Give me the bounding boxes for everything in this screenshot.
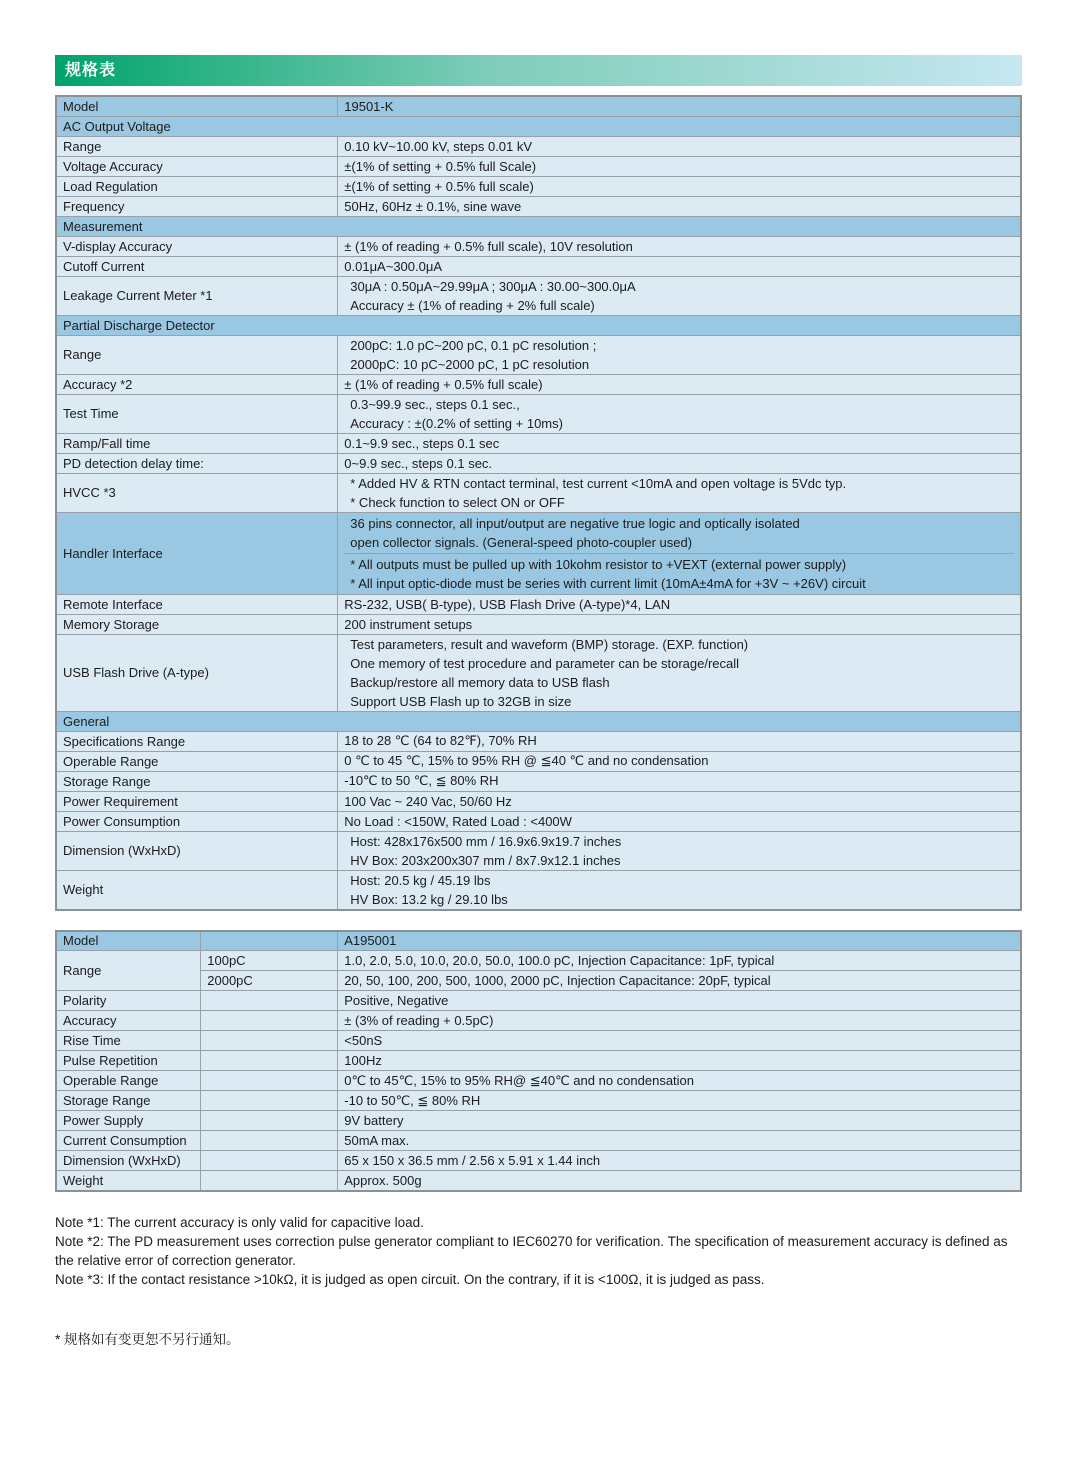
- spec-value: 0℃ to 45℃, 15% to 95% RH@ ≦40℃ and no condensation: [338, 1071, 1021, 1091]
- range-sub-label: 2000pC: [201, 971, 338, 991]
- spec-row: [56, 176, 1021, 196]
- value-line: * Check function to select ON or OFF: [350, 494, 565, 510]
- spec-label: Weight: [56, 1171, 201, 1191]
- spec-table-19501k: [55, 95, 1022, 911]
- spec-row: [56, 791, 1021, 811]
- spec-label: Ramp/Fall time: [56, 433, 338, 453]
- spec-value: ± (1% of reading + 0.5% full scale), 10V resolution: [338, 236, 1021, 256]
- spec-row: [56, 751, 1021, 771]
- spec-row: [56, 1091, 1021, 1111]
- model-label: Model: [56, 96, 338, 116]
- empty-cell: [201, 1031, 338, 1051]
- empty-cell: [201, 1131, 338, 1151]
- spec-row: [56, 771, 1021, 791]
- spec-value: 9V battery: [338, 1111, 1021, 1131]
- value-line: 30μA : 0.50μA~29.99μA ; 300μA : 30.00~300.0μA: [350, 278, 636, 294]
- spec-label: Accuracy: [56, 1011, 201, 1031]
- value-line: * All outputs must be pulled up with 10kohm resistor to +VEXT (external power supply): [350, 556, 847, 572]
- spec-label: Operable Range: [56, 751, 338, 771]
- page-title: 规格表: [65, 62, 117, 79]
- spec-value: 50Hz, 60Hz ± 0.1%, sine wave: [338, 196, 1021, 216]
- spec-label: Range: [56, 335, 338, 374]
- spec-row: [56, 594, 1021, 614]
- spec-label: Accuracy *2: [56, 374, 338, 394]
- spec-row: [56, 870, 1021, 910]
- empty-cell: [201, 1051, 338, 1071]
- spec-row: [56, 276, 1021, 315]
- spec-value: 65 x 150 x 36.5 mm / 2.56 x 5.91 x 1.44 inch: [338, 1151, 1021, 1171]
- spec-row: [56, 453, 1021, 473]
- spec-value: [338, 870, 1021, 910]
- spec-label: Voltage Accuracy: [56, 156, 338, 176]
- spec-label: Storage Range: [56, 771, 338, 791]
- spec-row: [56, 374, 1021, 394]
- row-handler-interface: [56, 512, 1021, 594]
- section-header-label: Partial Discharge Detector: [56, 315, 1021, 335]
- spec-table-a195001: [55, 930, 1022, 1192]
- spec-row: [56, 473, 1021, 512]
- empty-cell: [201, 1111, 338, 1131]
- spec-label: Range: [56, 951, 201, 991]
- range-sub-label: 100pC: [201, 951, 338, 971]
- spec-value: ± (3% of reading + 0.5pC): [338, 1011, 1021, 1031]
- section-header-label: AC Output Voltage: [56, 116, 1021, 136]
- spec-label: V-display Accuracy: [56, 236, 338, 256]
- spec-value: Approx. 500g: [338, 1171, 1021, 1191]
- model-value: 19501-K: [338, 96, 1021, 116]
- value-line: * All input optic-diode must be series with current limit (10mA±4mA for +3V ~ +26V) circuit: [350, 575, 866, 591]
- value-line: Accuracy ± (1% of reading + 2% full scale): [350, 297, 595, 313]
- value-line: 0.3~99.9 sec., steps 0.1 sec.,: [350, 396, 520, 412]
- spec-row: [56, 991, 1021, 1011]
- empty-cell: [201, 1071, 338, 1091]
- spec-value: 18 to 28 ℃ (64 to 82℉), 70% RH: [338, 731, 1021, 751]
- spec-label: Handler Interface: [56, 512, 338, 594]
- spec-label: Test Time: [56, 394, 338, 433]
- row-model: [56, 931, 1021, 951]
- spec-label: Load Regulation: [56, 176, 338, 196]
- spec-value: ±(1% of setting + 0.5% full Scale): [338, 156, 1021, 176]
- value-line: Support USB Flash up to 32GB in size: [350, 693, 572, 709]
- section-header-row: [56, 711, 1021, 731]
- row-model: [56, 96, 1021, 116]
- value-line: Host: 20.5 kg / 45.19 lbs: [350, 872, 491, 888]
- spec-row: [56, 1031, 1021, 1051]
- spec-row: [56, 1011, 1021, 1031]
- spec-value: ±(1% of setting + 0.5% full scale): [338, 176, 1021, 196]
- spec-value: RS-232, USB( B-type), USB Flash Drive (A-type)*4, LAN: [338, 594, 1021, 614]
- spec-row: [56, 971, 1021, 991]
- spec-row: [56, 1051, 1021, 1071]
- spec-sheet-page: [55, 0, 1022, 1348]
- value-line: Host: 428x176x500 mm / 16.9x6.9x19.7 inches: [350, 833, 622, 849]
- spec-label: Weight: [56, 870, 338, 910]
- empty-cell: [201, 991, 338, 1011]
- spec-value: 0.01μA~300.0μA: [338, 256, 1021, 276]
- spec-label: Power Consumption: [56, 811, 338, 831]
- spec-value: [338, 512, 1021, 594]
- spec-label: Rise Time: [56, 1031, 201, 1051]
- spec-label: Range: [56, 136, 338, 156]
- spec-row: [56, 1171, 1021, 1191]
- spec-label: Specifications Range: [56, 731, 338, 751]
- spec-value: [338, 634, 1021, 711]
- spec-row: [56, 614, 1021, 634]
- spec-label: Frequency: [56, 196, 338, 216]
- spec-row: [56, 951, 1021, 971]
- spec-row: [56, 156, 1021, 176]
- spec-row: [56, 731, 1021, 751]
- spec-row: [56, 634, 1021, 711]
- spec-value: -10℃ to 50 ℃, ≦ 80% RH: [338, 771, 1021, 791]
- spec-label: USB Flash Drive (A-type): [56, 634, 338, 711]
- empty-cell: [201, 1011, 338, 1031]
- spec-change-disclaimer: * 规格如有变更恕不另行通知。: [55, 1331, 240, 1347]
- empty-cell: [201, 1151, 338, 1171]
- spec-row: [56, 433, 1021, 453]
- spec-value: 0.1~9.9 sec., steps 0.1 sec: [338, 433, 1021, 453]
- spec-row: [56, 335, 1021, 374]
- spec-value: Positive, Negative: [338, 991, 1021, 1011]
- spec-label: Current Consumption: [56, 1131, 201, 1151]
- empty-cell: [201, 1091, 338, 1111]
- spec-value: <50nS: [338, 1031, 1021, 1051]
- spec-label: Dimension (WxHxD): [56, 831, 338, 870]
- spec-label: Power Requirement: [56, 791, 338, 811]
- value-line: open collector signals. (General-speed photo-coupler used): [350, 534, 693, 550]
- spec-row: [56, 1071, 1021, 1091]
- handler-subcell-requirements: [344, 553, 1014, 594]
- spec-row: [56, 1111, 1021, 1131]
- value-line: 2000pC: 10 pC~2000 pC, 1 pC resolution: [350, 356, 590, 372]
- value-line: One memory of test procedure and parameter can be storage/recall: [350, 655, 740, 671]
- section-header-label: Measurement: [56, 216, 1021, 236]
- spec-row: [56, 831, 1021, 870]
- value-line: HV Box: 13.2 kg / 29.10 lbs: [350, 891, 508, 907]
- spec-value: -10 to 50℃, ≦ 80% RH: [338, 1091, 1021, 1111]
- notes-block: [55, 1213, 1020, 1289]
- spec-label: Storage Range: [56, 1091, 201, 1111]
- spec-value: 50mA max.: [338, 1131, 1021, 1151]
- spec-label: Memory Storage: [56, 614, 338, 634]
- note-2: Note *2: The PD measurement uses correction pulse generator compliant to IEC60270 for verification. The specification of measurement accuracy is defined as the relative error of correction generator.: [55, 1233, 1008, 1268]
- section-header-row: [56, 315, 1021, 335]
- empty-cell: [201, 931, 338, 951]
- value-line: Test parameters, result and waveform (BMP) storage. (EXP. function): [350, 636, 749, 652]
- spec-label: HVCC *3: [56, 473, 338, 512]
- value-line: * Added HV & RTN contact terminal, test current <10mA and open voltage is 5Vdc typ.: [350, 475, 847, 491]
- spec-value: [338, 335, 1021, 374]
- spec-row: [56, 811, 1021, 831]
- section-title-bar: [55, 55, 1022, 86]
- value-line: Accuracy : ±(0.2% of setting + 10ms): [350, 415, 563, 431]
- spec-value: 1.0, 2.0, 5.0, 10.0, 20.0, 50.0, 100.0 pC, Injection Capacitance: 1pF, typical: [338, 951, 1021, 971]
- handler-subcell-connector: [344, 513, 1014, 553]
- spec-label: Pulse Repetition: [56, 1051, 201, 1071]
- spec-row: [56, 1151, 1021, 1171]
- spec-value: 20, 50, 100, 200, 500, 1000, 2000 pC, Injection Capacitance: 20pF, typical: [338, 971, 1021, 991]
- empty-cell: [201, 1171, 338, 1191]
- spec-label: Leakage Current Meter *1: [56, 276, 338, 315]
- spec-row: [56, 1131, 1021, 1151]
- spec-label: Dimension (WxHxD): [56, 1151, 201, 1171]
- spec-row: [56, 394, 1021, 433]
- spec-value: 0.10 kV~10.00 kV, steps 0.01 kV: [338, 136, 1021, 156]
- spec-row: [56, 136, 1021, 156]
- value-line: HV Box: 203x200x307 mm / 8x7.9x12.1 inches: [350, 852, 621, 868]
- value-line: 36 pins connector, all input/output are negative true logic and optically isolated: [350, 515, 800, 531]
- spec-label: Operable Range: [56, 1071, 201, 1091]
- spec-value: 0 ℃ to 45 ℃, 15% to 95% RH @ ≦40 ℃ and no condensation: [338, 751, 1021, 771]
- spec-value: No Load : <150W, Rated Load : <400W: [338, 811, 1021, 831]
- note-1: Note *1: The current accuracy is only valid for capacitive load.: [55, 1214, 424, 1230]
- spec-label: Remote Interface: [56, 594, 338, 614]
- spec-value: [338, 394, 1021, 433]
- spec-row: [56, 196, 1021, 216]
- spec-value: 100Hz: [338, 1051, 1021, 1071]
- spec-label: Cutoff Current: [56, 256, 338, 276]
- section-header-row: [56, 116, 1021, 136]
- section-header-row: [56, 216, 1021, 236]
- note-3: Note *3: If the contact resistance >10kΩ, it is judged as open circuit. On the contrary, if it is <100Ω, it is judged as pass.: [55, 1271, 765, 1287]
- value-line: Backup/restore all memory data to USB flash: [350, 674, 610, 690]
- spec-row: [56, 236, 1021, 256]
- spec-label: Polarity: [56, 991, 201, 1011]
- spec-value: 100 Vac ~ 240 Vac, 50/60 Hz: [338, 791, 1021, 811]
- spec-label: PD detection delay time:: [56, 453, 338, 473]
- spec-value: 0~9.9 sec., steps 0.1 sec.: [338, 453, 1021, 473]
- spec-value: ± (1% of reading + 0.5% full scale): [338, 374, 1021, 394]
- spec-value: 200 instrument setups: [338, 614, 1021, 634]
- spec-value: [338, 831, 1021, 870]
- spec-value: [338, 473, 1021, 512]
- section-header-label: General: [56, 711, 1021, 731]
- spec-row: [56, 256, 1021, 276]
- value-line: 200pC: 1.0 pC~200 pC, 0.1 pC resolution ;: [350, 337, 597, 353]
- spec-label: Power Supply: [56, 1111, 201, 1131]
- spec-value: [338, 276, 1021, 315]
- model-value: A195001: [338, 931, 1021, 951]
- model-label: Model: [56, 931, 201, 951]
